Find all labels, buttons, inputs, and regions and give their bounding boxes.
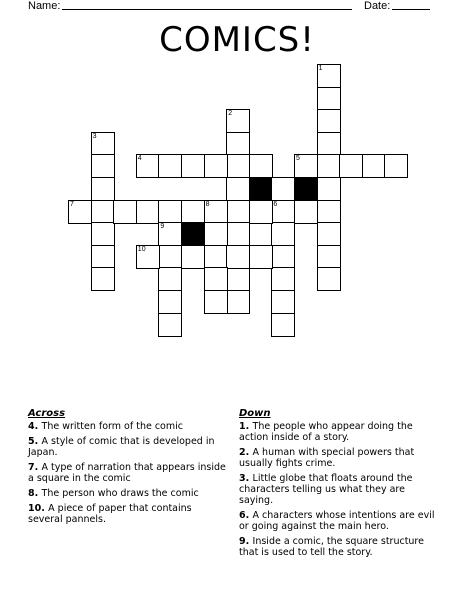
- crossword-cell[interactable]: [317, 177, 341, 201]
- crossword-cell[interactable]: [136, 154, 160, 178]
- crossword-cell[interactable]: [204, 200, 228, 224]
- down-list: [239, 421, 439, 558]
- crossword-cell[interactable]: [362, 154, 386, 178]
- across-clue: [28, 488, 228, 499]
- black-cell: [294, 177, 318, 201]
- crossword-cell[interactable]: [317, 200, 341, 224]
- crossword-cell[interactable]: [181, 154, 205, 178]
- crossword-cell[interactable]: [249, 200, 273, 224]
- crossword-cell[interactable]: [91, 177, 115, 201]
- crossword-cell[interactable]: [249, 154, 273, 178]
- crossword-cell[interactable]: [226, 245, 250, 269]
- crossword-cell[interactable]: [158, 222, 182, 246]
- crossword-cell[interactable]: [317, 132, 341, 156]
- crossword-cell[interactable]: [91, 200, 115, 224]
- black-cell: [249, 177, 273, 201]
- clue-text: The written form of the comic: [41, 421, 183, 432]
- crossword-cell[interactable]: [271, 313, 295, 337]
- crossword-cell[interactable]: [271, 267, 295, 291]
- crossword-cell[interactable]: [204, 222, 228, 246]
- across-clue: [28, 503, 228, 525]
- crossword-cell[interactable]: [158, 245, 182, 269]
- cell-number: 2: [228, 110, 233, 118]
- clue-number: 1.: [239, 421, 253, 432]
- cell-number: 7: [70, 200, 74, 208]
- crossword-cell[interactable]: [226, 200, 250, 224]
- clue-number: 7.: [28, 462, 42, 473]
- clue-number: 4.: [28, 421, 42, 432]
- crossword-cell[interactable]: [91, 222, 115, 246]
- crossword-cell[interactable]: [226, 132, 250, 156]
- cell-number: 3: [92, 132, 97, 140]
- across-clue: [28, 462, 228, 484]
- clue-text: A type of narration that appears inside a square in the comic: [28, 462, 226, 484]
- crossword-cell[interactable]: [226, 222, 250, 246]
- crossword-cell[interactable]: [91, 132, 115, 156]
- name-label: Name:: [28, 0, 61, 12]
- crossword-cell[interactable]: [113, 200, 137, 224]
- crossword-cell[interactable]: [317, 267, 341, 291]
- crossword-cell[interactable]: [317, 245, 341, 269]
- clue-number: 5.: [28, 436, 42, 447]
- cell-number: 6: [273, 200, 278, 208]
- down-clue: [239, 510, 439, 532]
- down-clue: [239, 536, 439, 558]
- across-clue: [28, 421, 228, 432]
- black-cell: [181, 222, 205, 246]
- across-clues: [28, 408, 228, 529]
- cell-number: 10: [137, 245, 146, 253]
- across-clue: [28, 436, 228, 458]
- down-clue: [239, 447, 439, 469]
- clue-text: A style of comic that is developed in Japan.: [28, 436, 215, 458]
- down-clues: [239, 408, 439, 562]
- crossword-cell[interactable]: [158, 154, 182, 178]
- clue-text: The person who draws the comic: [41, 488, 199, 499]
- crossword-cell[interactable]: [158, 267, 182, 291]
- crossword-cell[interactable]: [317, 109, 341, 133]
- crossword-cell[interactable]: [91, 154, 115, 178]
- clue-number: 6.: [239, 510, 253, 521]
- crossword-cell[interactable]: [317, 64, 341, 88]
- crossword-cell[interactable]: [271, 245, 295, 269]
- clue-number: 10.: [28, 503, 49, 514]
- down-clue: [239, 421, 439, 443]
- crossword-cell[interactable]: [317, 87, 341, 111]
- cell-number: 1: [318, 65, 323, 72]
- crossword-cell[interactable]: [339, 154, 363, 178]
- crossword-cell[interactable]: [158, 200, 182, 224]
- crossword-cell[interactable]: [91, 267, 115, 291]
- crossword-cell[interactable]: [294, 200, 318, 224]
- clue-text: The people who appear doing the action inside of a story.: [239, 421, 413, 443]
- down-clue: [239, 473, 439, 506]
- crossword-cell[interactable]: [158, 313, 182, 337]
- down-heading: Down: [239, 408, 271, 419]
- cell-number: 9: [160, 223, 165, 231]
- crossword-cell[interactable]: [249, 245, 273, 269]
- cell-number: 4: [137, 155, 142, 163]
- clue-text: Inside a comic, the square structure that is used to tell the story.: [239, 536, 424, 558]
- crossword-cell[interactable]: [68, 200, 92, 224]
- crossword-cell[interactable]: [204, 154, 228, 178]
- crossword-cell[interactable]: [271, 222, 295, 246]
- clue-text: A human with special powers that usually fights crime.: [239, 447, 415, 469]
- crossword-cell[interactable]: [91, 245, 115, 269]
- cell-number: 8: [205, 200, 210, 208]
- clue-number: 9.: [239, 536, 253, 547]
- clue-number: 2.: [239, 447, 253, 458]
- clue-text: A characters whose intentions are evil or going against the main hero.: [239, 510, 435, 532]
- crossword-cell[interactable]: [204, 290, 228, 314]
- cell-number: 5: [296, 155, 300, 163]
- crossword-cell[interactable]: [226, 267, 250, 291]
- crossword-cell[interactable]: [181, 245, 205, 269]
- crossword-cell[interactable]: [181, 200, 205, 224]
- across-list: [28, 421, 228, 525]
- crossword-cell[interactable]: [317, 222, 341, 246]
- clue-number: 8.: [28, 488, 42, 499]
- date-label: Date:: [364, 0, 391, 12]
- clue-text: A piece of paper that contains several pannels.: [28, 503, 192, 525]
- crossword-cell[interactable]: [204, 267, 228, 291]
- crossword-cell[interactable]: [271, 177, 295, 201]
- crossword-cell[interactable]: [226, 109, 250, 133]
- crossword-cell[interactable]: [136, 245, 160, 269]
- crossword-cell[interactable]: [294, 154, 318, 178]
- page-title: COMICS!: [159, 20, 315, 60]
- crossword-cell[interactable]: [226, 154, 250, 178]
- crossword-cell[interactable]: [271, 200, 295, 224]
- clue-text: Little globe that floats around the characters telling us what they are saying.: [239, 473, 413, 506]
- crossword-cell[interactable]: [136, 200, 160, 224]
- crossword-cell[interactable]: [271, 290, 295, 314]
- crossword-cell[interactable]: [317, 154, 341, 178]
- across-heading: Across: [28, 408, 66, 419]
- crossword-cell[interactable]: [226, 177, 250, 201]
- crossword-cell[interactable]: [226, 290, 250, 314]
- crossword-cell[interactable]: [204, 245, 228, 269]
- clue-number: 3.: [239, 473, 253, 484]
- crossword-cell[interactable]: [384, 154, 408, 178]
- crossword-cell[interactable]: [158, 290, 182, 314]
